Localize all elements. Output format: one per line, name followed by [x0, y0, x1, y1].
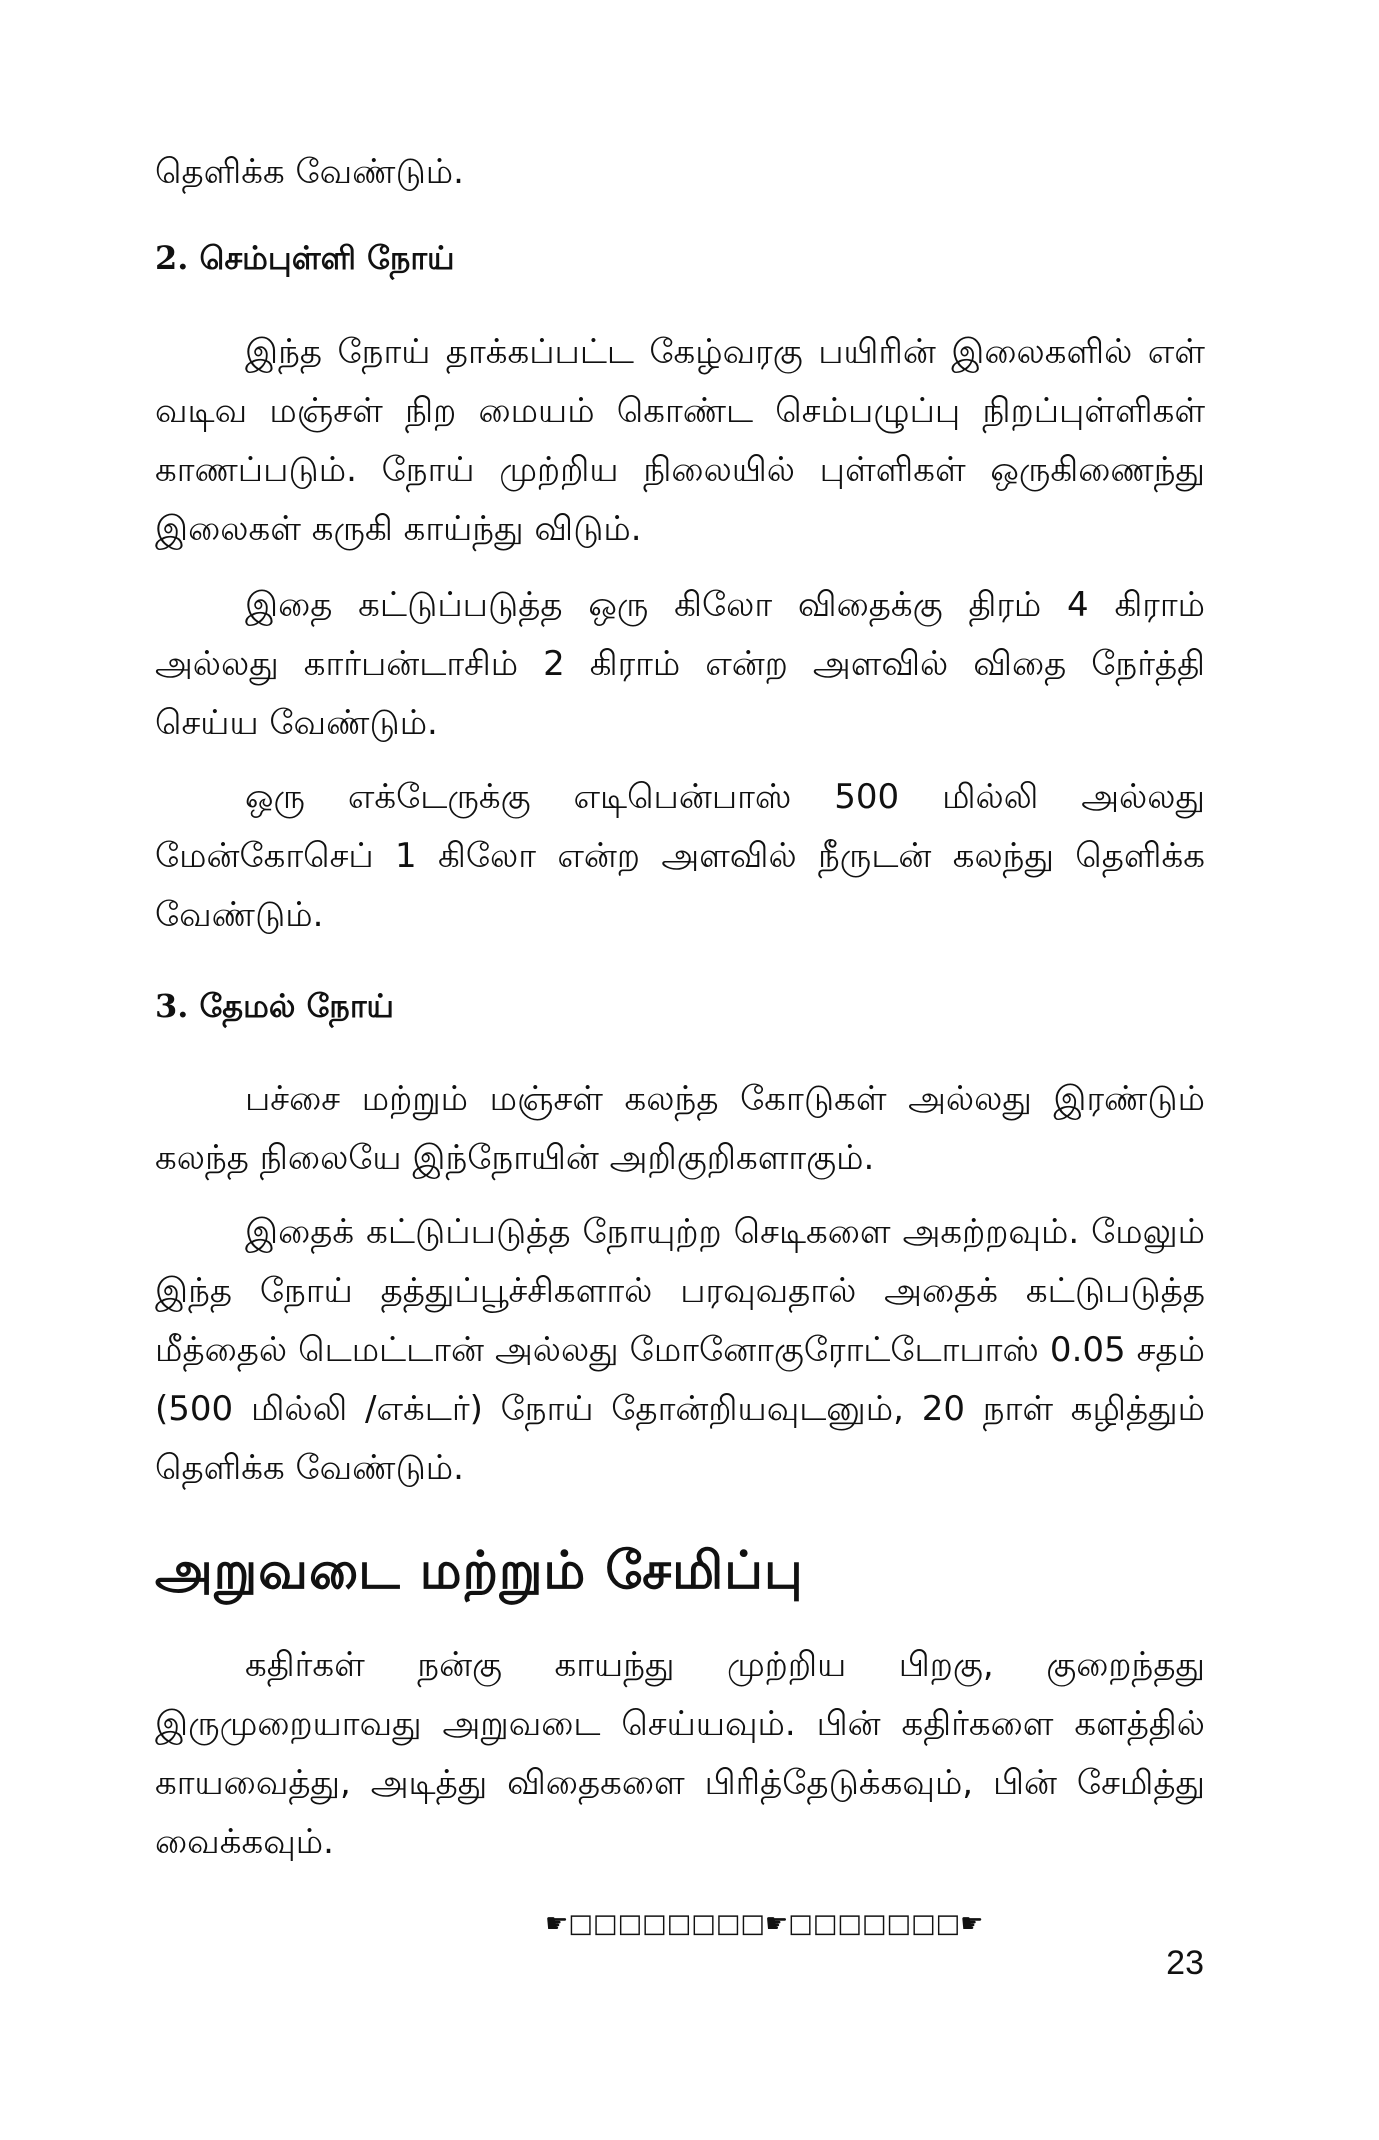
footer-decoration: ☛□□□□□□□□☛□□□□□□□☛ [545, 1909, 984, 1939]
body-text: தெளிக்க வேண்டும். [155, 152, 464, 192]
main-heading-harvest [155, 1535, 1205, 1607]
section-heading-leaf-spot [155, 234, 1205, 282]
page-number: 23 [1166, 1944, 1204, 1982]
paragraph-harvest [155, 1636, 1205, 1872]
body-text: இந்த நோய் தாக்கப்பட்ட கேழ்வரகு பயிரின் இலைகளில் எள் வடிவ மஞ்சள் நிற மையம் கொண்ட செம்பழுப்பு நிறப்புள்ளிகள் காணப்படும். நோய் முற்றிய நிலையில் புள்ளிகள் ஒருகிணைந்து இலைகள் கருகி காய்ந்து விடும். [155, 332, 1205, 549]
body-text: இதைக் கட்டுப்படுத்த நோயுற்ற செடிகளை அகற்றவும். மேலும் இந்த நோய் தத்துப்பூச்சிகளால் பரவுவதால் அதைக் கட்டுபடுத்த மீத்தைல் டெமட்டான் அல்லது மோனோகுரோட்டோபாஸ் 0.05 சதம் (500 மில்லி /எக்டர்) நோய் தோன்றியவுடனும், 20 நாள் கழித்தும் தெளிக்க வேண்டும். [155, 1212, 1205, 1488]
body-text: ஒரு எக்டேருக்கு எடிபென்பாஸ் 500 மில்லி அல்லது மேன்கோசெப் 1 கிலோ என்ற அளவில் நீருடன் கலந்து தெளிக்க வேண்டும். [155, 777, 1205, 935]
section-heading: 2. செம்புள்ளி நோய் [155, 239, 455, 277]
section-heading-mosaic [155, 982, 1205, 1030]
paragraph-seed-treatment [155, 576, 1205, 753]
paragraph-leaf-spot-symptoms [155, 323, 1205, 559]
section-heading: 3. தேமல் நோய் [155, 987, 394, 1025]
paragraph-mosaic-control [155, 1203, 1205, 1498]
paragraph-continuation [155, 143, 1205, 202]
paragraph-mosaic-symptoms [155, 1070, 1205, 1188]
body-text: பச்சை மற்றும் மஞ்சள் கலந்த கோடுகள் அல்லது இரண்டும் கலந்த நிலையே இந்நோயின் அறிகுறிகளாகும். [155, 1079, 1205, 1178]
paragraph-spray-advice [155, 768, 1205, 945]
chapter-heading: அறுவடை மற்றும் சேமிப்பு [155, 1541, 804, 1601]
body-text: கதிர்கள் நன்கு காயந்து முற்றிய பிறகு, குறைந்தது இருமுறையாவது அறுவடை செய்யவும். பின் கதிர்களை களத்தில் காயவைத்து, அடித்து விதைகளை பிரித்தேடுக்கவும், பின் சேமித்து வைக்கவும். [155, 1645, 1205, 1862]
body-text: இதை கட்டுப்படுத்த ஒரு கிலோ விதைக்கு திரம் 4 கிராம் அல்லது கார்பன்டாசிம் 2 கிராம் என்ற அளவில் விதை நேர்த்தி செய்ய வேண்டும். [155, 585, 1205, 743]
